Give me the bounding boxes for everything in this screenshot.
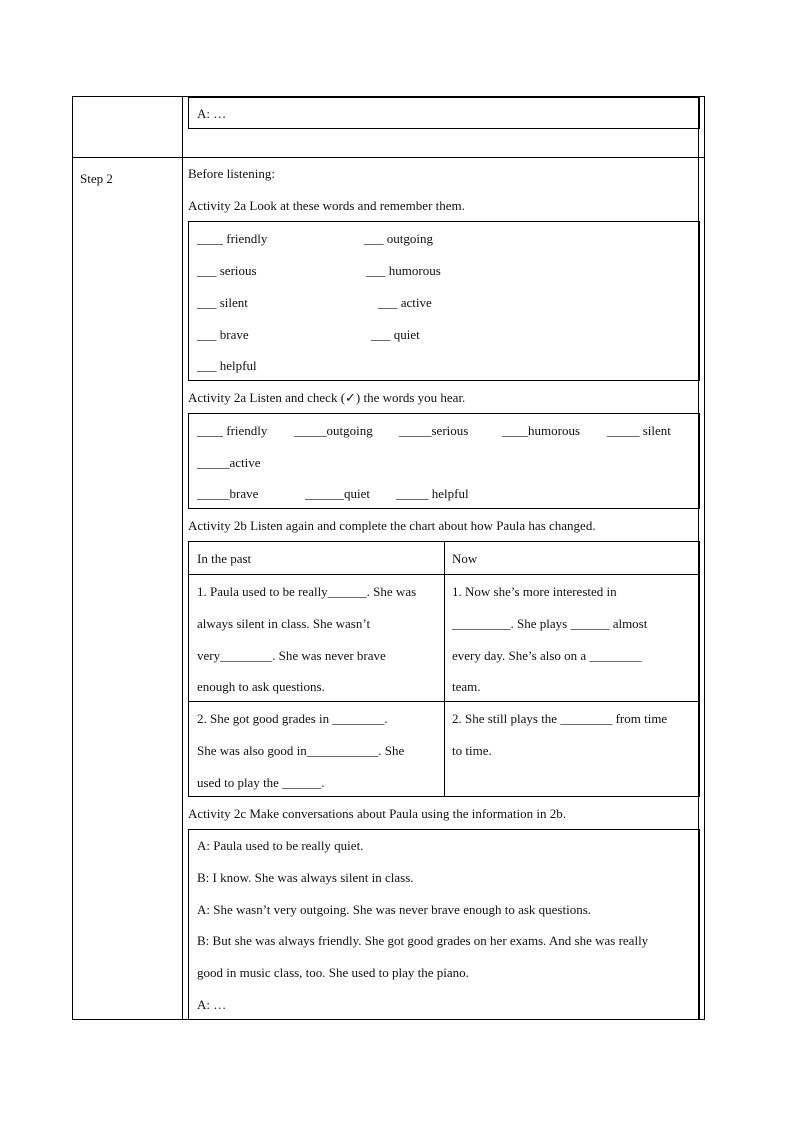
activity-2a-word-box xyxy=(188,221,700,381)
cell-line: She was also good in___________. She xyxy=(197,742,405,758)
top-dialogue-line: A: … xyxy=(197,106,227,121)
cell-line: very________. She was never brave xyxy=(197,647,386,663)
cell-line: 1. Now she’s more interested in xyxy=(452,584,617,599)
activity-2a-check-box xyxy=(188,413,700,509)
cell-line: 2. She got good grades in ________. xyxy=(197,711,388,726)
chart-header-now: Now xyxy=(452,551,478,566)
word-item: ___ outgoing xyxy=(364,231,433,246)
paula-change-chart xyxy=(188,541,700,797)
chart-cell-past-1 xyxy=(197,576,416,703)
chart-cell-past-2 xyxy=(197,703,404,798)
before-listening-heading: Before listening: xyxy=(188,166,276,181)
conversation-line: B: I know. She was always silent in class. xyxy=(197,869,414,885)
top-dialogue-box xyxy=(188,97,700,129)
activity-2c-title: Activity 2c Make conversations about Paula using the information in 2b. xyxy=(188,806,567,821)
lesson-table xyxy=(72,96,705,1020)
cell-line: to time. xyxy=(452,742,492,758)
chart-header-divider xyxy=(189,574,699,575)
activity-2c-conversation-box xyxy=(188,829,700,1020)
cell-line: enough to ask questions. xyxy=(197,679,325,695)
chart-cell-now-1 xyxy=(452,576,647,703)
row-divider xyxy=(73,157,704,158)
conversation-line: good in music class, too. She used to play the piano. xyxy=(197,965,469,981)
word-item: ___ silent xyxy=(197,295,248,310)
check-word: _____ helpful xyxy=(396,486,469,501)
word-item: ___ serious xyxy=(197,263,257,278)
chart-column-divider xyxy=(444,542,445,796)
word-item: ___ humorous xyxy=(366,263,441,278)
column-divider xyxy=(182,97,183,1019)
check-word: _____ silent xyxy=(607,423,671,438)
chart-header-past: In the past xyxy=(197,551,252,566)
chart-cell-now-2 xyxy=(452,703,667,767)
cell-line: team. xyxy=(452,679,481,695)
cell-line: 1. Paula used to be really______. She was xyxy=(197,584,417,599)
word-item: ___ helpful xyxy=(197,358,257,373)
check-word: ______quiet xyxy=(305,486,370,501)
step-label: Step 2 xyxy=(80,171,113,186)
cell-line: 2. She still plays the ________ from time xyxy=(452,711,668,726)
conversation-lines xyxy=(197,830,648,1021)
conversation-line: A: She wasn’t very outgoing. She was never brave enough to ask questions. xyxy=(197,901,592,917)
activity-2a-listen-title: Activity 2a Listen and check (✓) the words you hear. xyxy=(188,390,466,405)
activity-2a-look-title: Activity 2a Look at these words and remember them. xyxy=(188,198,465,213)
check-word: _____brave xyxy=(197,486,259,501)
cell-line: every day. She’s also on a ________ xyxy=(452,647,642,663)
cell-line: always silent in class. She wasn’t xyxy=(197,615,371,631)
check-word: ____humorous xyxy=(502,423,580,438)
cell-line: used to play the ______. xyxy=(197,774,325,790)
check-word: _____outgoing xyxy=(294,423,373,438)
check-word: ____ friendly xyxy=(197,423,268,438)
check-word: _____active xyxy=(197,455,261,470)
cell-line: _________. She plays ______ almost xyxy=(452,615,648,631)
check-word: _____serious xyxy=(399,423,469,438)
word-item: ____ friendly xyxy=(197,231,268,246)
word-item: ___ quiet xyxy=(371,327,420,342)
conversation-line: A: Paula used to be really quiet. xyxy=(197,838,364,853)
activity-2b-title: Activity 2b Listen again and complete the chart about how Paula has changed. xyxy=(188,518,596,533)
word-item: ___ brave xyxy=(197,327,249,342)
conversation-line: A: … xyxy=(197,996,227,1012)
word-item: ___ active xyxy=(378,295,432,310)
conversation-line: B: But she was always friendly. She got good grades on her exams. And she was really xyxy=(197,933,649,949)
